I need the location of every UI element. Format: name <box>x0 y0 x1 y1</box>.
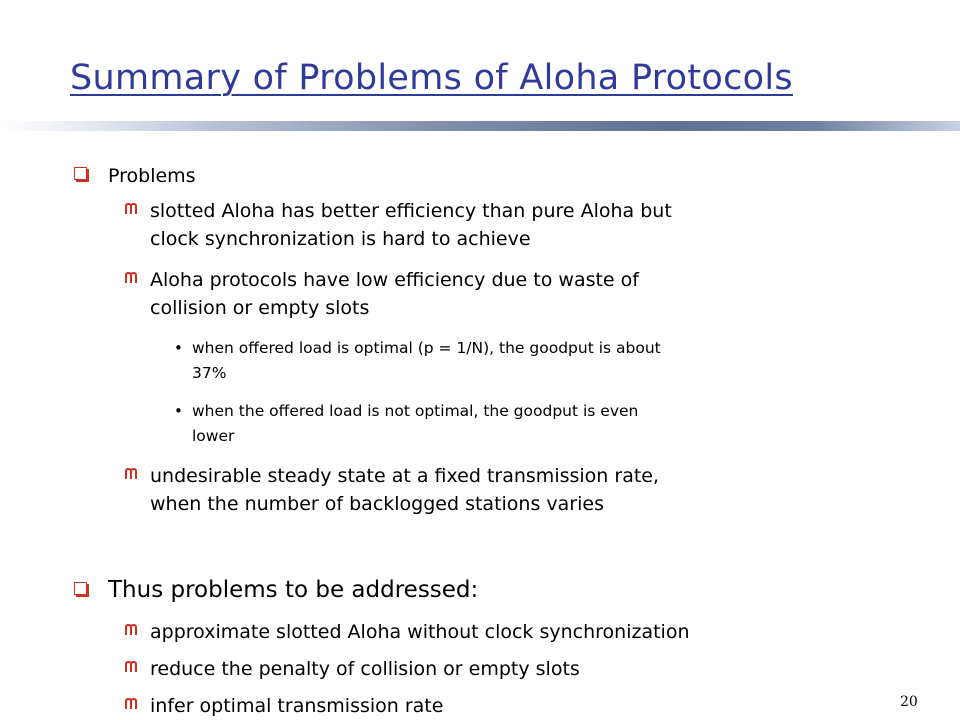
bullet-line: slotted Aloha has better efficiency than pure Aloha but <box>150 200 672 222</box>
bullet-line: Aloha protocols have low efficiency due to waste of <box>150 269 639 291</box>
dot-bullet-icon: • <box>174 402 183 420</box>
bullet-problems-to-address <box>108 575 478 605</box>
bullet-not-optimal-load <box>174 399 639 449</box>
bullet-text: Thus problems to be addressed: <box>108 577 479 603</box>
bullet-reduce-penalty <box>150 655 580 683</box>
bullet-line: 37% <box>192 364 227 382</box>
title-divider <box>0 121 960 131</box>
bullet-infer-rate <box>150 692 443 720</box>
red-m-bullet-icon <box>124 660 138 674</box>
bullet-line: reduce the penalty of collision or empty slots <box>150 658 580 680</box>
slide-title: Summary of Problems of Aloha Protocols <box>70 58 793 98</box>
red-m-bullet-icon <box>124 467 138 481</box>
bullet-low-efficiency <box>150 266 639 322</box>
bullet-line: approximate slotted Aloha without clock synchronization <box>150 621 690 643</box>
hollow-square-bullet-icon <box>74 582 87 595</box>
red-m-bullet-icon <box>124 623 138 637</box>
bullet-line: undesirable steady state at a fixed transmission rate, <box>150 465 660 487</box>
hollow-square-bullet-icon <box>74 167 87 180</box>
bullet-line: collision or empty slots <box>150 297 370 319</box>
bullet-slotted-aloha <box>150 197 672 253</box>
bullet-line: when offered load is optimal (p = 1/N), the goodput is about <box>192 339 661 357</box>
red-m-bullet-icon <box>124 202 138 216</box>
red-m-bullet-icon <box>124 697 138 711</box>
bullet-line: lower <box>192 427 235 445</box>
bullet-optimal-load <box>174 336 661 386</box>
red-m-bullet-icon <box>124 271 138 285</box>
page-number: 20 <box>900 694 918 710</box>
bullet-problems <box>108 163 196 189</box>
bullet-line: when the offered load is not optimal, the goodput is even <box>192 402 639 420</box>
bullet-line: infer optimal transmission rate <box>150 695 444 717</box>
bullet-approximate-slotted <box>150 618 690 646</box>
bullet-line: clock synchronization is hard to achieve <box>150 228 531 250</box>
dot-bullet-icon: • <box>174 339 183 357</box>
bullet-steady-state <box>150 462 659 518</box>
bullet-text: Problems <box>108 165 196 187</box>
bullet-line: when the number of backlogged stations varies <box>150 493 604 515</box>
